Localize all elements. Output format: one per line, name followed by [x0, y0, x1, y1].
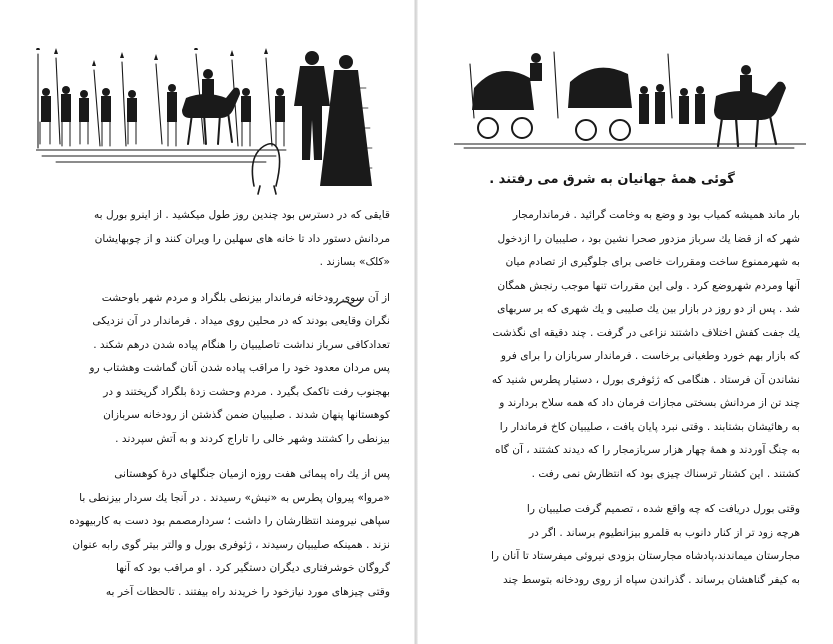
text-line: یك جفت کفش اختلاف داشتند نزاعی در گرفت . چند دقیقه ای نگذشت — [492, 326, 800, 339]
right-page — [418, 0, 833, 644]
text-line: به کیفر گناهشان برساند . گذراندن سپاه از روی رودخانه بتوسط چند — [503, 573, 800, 586]
text-line: مردانش دستور داد تا خانه های سهلین را ویران کنند و از چوبهایشان — [94, 232, 390, 245]
text-line: بار ماند همیشه کمیاب بود و وضع به وخامت گرائید . فرماندارمجار — [512, 209, 800, 221]
left-page — [0, 0, 416, 644]
text-line: به شهرممنوع ساخت ومقررات خاصی برای جلوگیری از تصادم میان — [505, 256, 800, 268]
text-line: کوهستانها پنهان شدند . صلیبیان ضمن گذشتن از رودخانه سربازان — [103, 409, 390, 421]
text-line: چند تن از مردانش بسختی مجازات فرمان داد که همه سلاح بردارند و — [499, 397, 800, 409]
left-body-text — [40, 204, 390, 604]
text-line: هرچه زود تر از کنار دانوب به قلمرو بیزانطیوم برساند . اگر در — [528, 526, 800, 539]
text-line: «کلک» بسازند . — [319, 256, 390, 268]
illustration-caption: گوئی همهٔ جهانیان به شرق می رفتند . — [489, 172, 735, 187]
text-line: آنها ومردم شهروضع کرد . ولی این مقررات تنها موجب رنجش همگان — [497, 279, 800, 292]
text-line: تعدادکافی سرباز نداشت تاصلیبیان را هنگام پیاده شدن درهم شکند . — [93, 338, 390, 351]
pencil-underline-mark — [334, 296, 364, 310]
text-line: نشاندن آن فرستاد . هنگامی که ژئوفری بورل ، دستیار پطرس شنید که — [491, 373, 800, 386]
text-line: وقتی چیزهای مورد نیازخود را خریدند راه بیفتند . تالحظات آخر به — [105, 585, 390, 598]
text-line: از آن سوی رودخانه فرماندار بیزنطی بلگراد و مردم شهر باوحشت — [101, 291, 390, 304]
text-line: گروگان خوشرفتاری دیگران دستگیر کرد . او مراقب بود که آنها — [116, 562, 390, 574]
text-line: به رهائیشان بشتابند . وقتی نبرد پایان یافت ، صلیبیان کاخ فرماندار را — [499, 420, 800, 433]
text-line: بیزنطی را کشتند وشهر خالی را تاراج کردند و به آتش سپردند . — [115, 432, 390, 445]
text-line: پس مردان معدود خود را مراقب پیاده شدن آنان گماشت وهشتاب رو — [89, 362, 390, 374]
text-line: سپاهی نیرومند انتظارشان را داشت ؛ سردارمصمم بود دست به کاربیهوده — [69, 515, 390, 527]
text-line: وقتی بورل دریافت که چه واقع شده ، تصمیم گرفت صلیبیان را — [526, 503, 800, 515]
text-line: که بازار بهم خورد وطغیانی برخاست . فرماندار سربازان را برای فرو — [500, 350, 800, 362]
text-line: کشتند . این کشتار ترسناك چیزی بود که انتظارش نمی رفت . — [531, 467, 800, 480]
column-illustration — [454, 48, 806, 152]
right-body-text — [448, 204, 800, 592]
text-line: قایقی که در دسترس بود چندین روز طول میکشید . از اینرو بورل به — [93, 209, 390, 221]
text-line: مجارستان میماندند،پادشاه مجارستان بزودی نیروئی میفرستاد تا آنان را — [490, 550, 800, 562]
text-line: شد . پس از دو روز در بازار بین یك صلیبی و یك شهری که بر سربهای — [497, 303, 800, 315]
text-line: پس از یك راه پیمائی هفت روزه ازمیان جنگلهای درهٔ کوهستانی — [114, 468, 390, 480]
text-line: نزند . همینکه صلیبیان رسیدند ، ژئوفری بورل و والتر بیتر گوی رابه عنوان — [72, 538, 390, 551]
text-line: به چنگ آوردند و همهٔ چهار هزار سربازمجار را که دیدند کشتند ، آن گاه — [495, 444, 800, 456]
procession-illustration — [36, 48, 380, 196]
text-line: «مروا» پیروان پطرس به «نیش» رسیدند . در آنجا یك سردار بیزنطی با — [79, 491, 390, 504]
text-line: شهر که از قضا یك سرباز مزدور صحرا نشین بود ، صلیبیان را ازدخول — [497, 232, 800, 245]
text-line: نگران وقایعی بودند که در محلین روی میداد . فرماندار در آن نزدیکی — [92, 315, 390, 327]
text-line: بهجنوب رفت تاکمک بگیرد . مردم وحشت زدهٔ بلگراد گریختند و در — [103, 385, 390, 398]
